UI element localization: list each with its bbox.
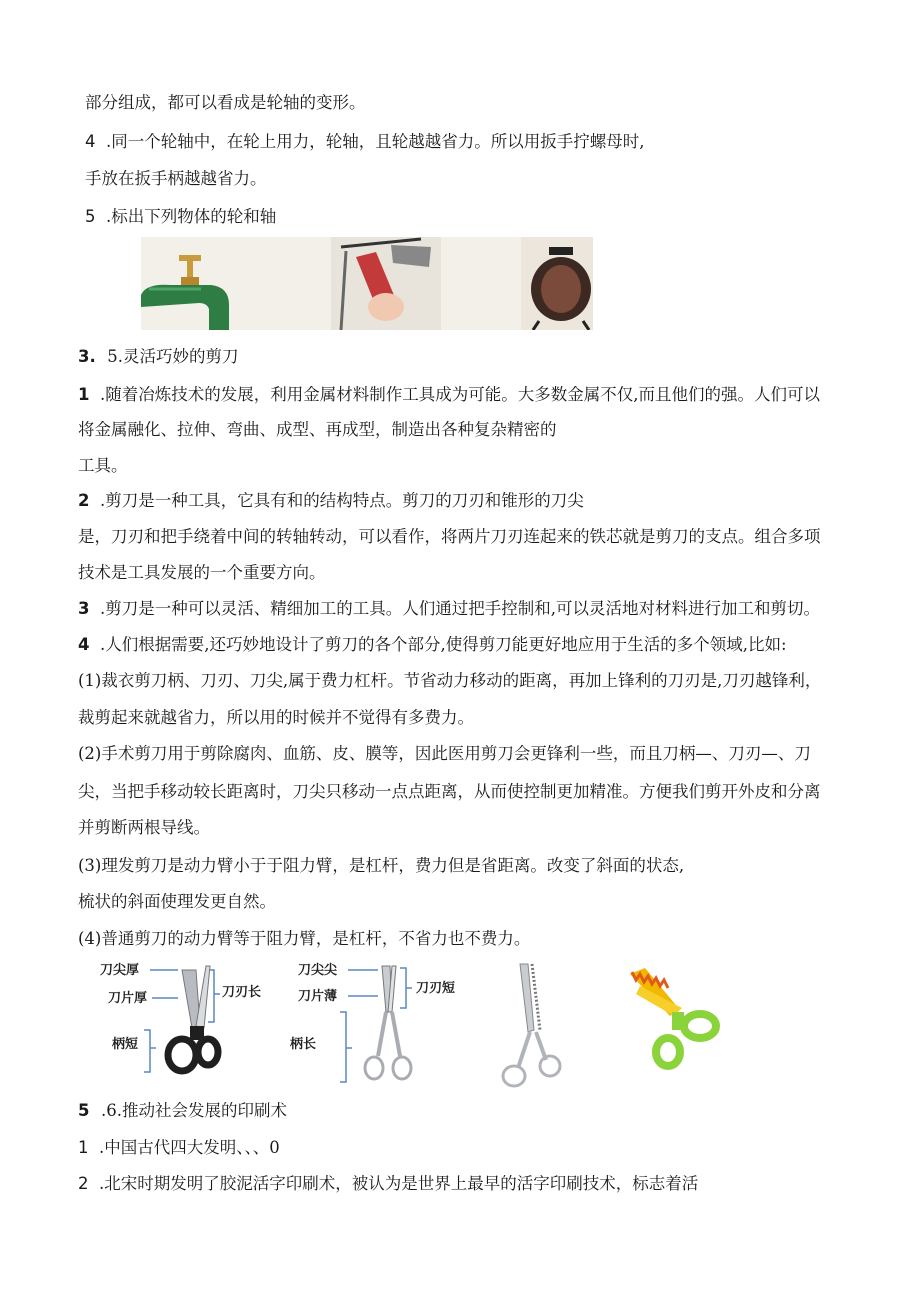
sub-item-4 — [78, 928, 530, 950]
item-text: .剪刀是一种可以灵活、精细加工的工具。人们通过把手控制和,可以灵活地对材料进行加工和剪切。 — [99, 599, 820, 618]
item-text: .标出下列物体的轮和轴 — [106, 207, 277, 226]
scissors-figure-row — [100, 960, 740, 1090]
paragraph-text: (1)裁衣剪刀柄、刀刃、刀尖,属于费力杠杆。节省动力移动的距离，再加上锋利的刀刃是,刀刃越锋利， — [78, 671, 822, 690]
scissors-illustrations — [100, 960, 740, 1090]
text-line — [78, 562, 326, 584]
list-item-4 — [85, 131, 645, 153]
item-number: 1 — [78, 385, 90, 404]
paragraph-text: 梳状的斜面使理发更自然。 — [78, 892, 276, 911]
label-handle-short: 柄短 — [112, 1037, 139, 1052]
label-blade-thin: 刀片薄 — [298, 989, 338, 1004]
heading-number: 5 — [78, 1101, 90, 1120]
item-number: 2 — [78, 491, 90, 510]
wheel-axle-illustration — [141, 237, 593, 330]
label-handle-long: 柄长 — [290, 1037, 317, 1052]
item-text: .北宋时期发明了胶泥活字印刷术，被认为是世界上最早的活字印刷技术，标志着活 — [99, 1174, 699, 1193]
wrench-image — [331, 237, 441, 330]
paragraph-text: (2)手术剪刀用于剪除腐肉、血筋、皮、膜等，因此医用剪刀会更锋利一些，而且刀柄—、刀刃—、刀 — [78, 744, 811, 763]
paragraph-1 — [78, 384, 820, 406]
text-line — [78, 455, 128, 477]
paragraph-text: 尖，当把手移动较长距离时，刀尖只移动一点点距离，从而使控制更加精准。方便我们剪开外皮和分离 — [78, 782, 821, 801]
item-text: .人们根据需要,还巧妙地设计了剪刀的各个部分,使得剪刀能更好地应用于生活的多个领域,比如: — [99, 635, 787, 654]
item-number: 4 — [85, 132, 96, 151]
text-line — [85, 92, 366, 114]
heading-number: 3. — [78, 347, 96, 366]
label-tip-thick: 刀尖厚 — [100, 963, 140, 978]
item-number: 2 — [78, 1174, 89, 1193]
item-text: .同一个轮轴中，在轮上用力，轮轴，且轮越越省力。所以用扳手拧螺母时, — [106, 132, 645, 151]
section-heading-printing — [78, 1100, 287, 1122]
list-item-5 — [85, 206, 276, 228]
text-line — [78, 817, 210, 839]
paragraph-text: 工具。 — [78, 456, 128, 475]
text-line — [85, 168, 267, 190]
paragraph-text: (3)理发剪刀是动力臂小于于阻力臂，是杠杆，费力但是省距离。改变了斜面的状态, — [78, 856, 685, 875]
paragraph-text: (4)普通剪刀的动力臂等于阻力臂，是杠杆，不省力也不费力。 — [78, 929, 531, 948]
surgical-scissors-figure — [289, 962, 455, 1082]
item-number: 5 — [85, 207, 96, 226]
label-blade-long: 刀刃长 — [222, 985, 262, 1000]
section-heading-scissors — [78, 346, 239, 368]
printing-item-1 — [78, 1137, 280, 1159]
craft-scissors-figure — [630, 968, 716, 1066]
label-tip-sharp: 刀尖尖 — [298, 963, 338, 978]
sub-item-2 — [78, 743, 811, 765]
item-text: .中国古代四大发明、、、0 — [99, 1138, 280, 1157]
grinder-image — [521, 237, 593, 330]
paragraph-text: 是，刀刃和把手绕着中间的转轴转动，可以看作，将两片刀刃连起来的铁芯就是剪刀的支点。组合多项 — [78, 527, 821, 546]
paragraph-text: 手放在扳手柄越越省力。 — [85, 169, 267, 188]
text-line — [78, 781, 821, 803]
item-text: .剪刀是一种工具，它具有和的结构特点。剪刀的刀刃和锥形的刀尖 — [99, 491, 584, 510]
heading-text: .6.推动社会发展的印刷术 — [100, 1101, 287, 1120]
paragraph-text: 裁剪起来就越省力，所以用的时候并不觉得有多费力。 — [78, 708, 474, 727]
text-line — [78, 707, 474, 729]
hair-scissors-figure — [503, 964, 560, 1086]
label-blade-thick: 刀片厚 — [108, 991, 148, 1006]
sub-item-1 — [78, 670, 821, 692]
heading-text: 5.灵活巧妙的剪刀 — [107, 347, 239, 366]
sub-item-3 — [78, 855, 684, 877]
text-line — [78, 526, 821, 548]
text-line — [78, 891, 276, 913]
paragraph-text: 部分组成，都可以看成是轮轴的变形。 — [85, 93, 366, 112]
item-number: 1 — [78, 1138, 89, 1157]
wheel-axle-photo-strip — [141, 237, 593, 330]
label-blade-short: 刀刃短 — [416, 981, 456, 996]
paragraph-2 — [78, 490, 584, 512]
paragraph-text: 技术是工具发展的一个重要方向。 — [78, 563, 326, 582]
tailor-scissors-figure — [100, 962, 261, 1072]
paragraph-text: 并剪断两根导线。 — [78, 818, 210, 837]
item-text: .随着冶炼技术的发展，利用金属材料制作工具成为可能。大多数金属不仅,而且他们的强。人们可以 — [99, 385, 820, 404]
item-number: 3 — [78, 599, 90, 618]
text-line — [78, 419, 557, 441]
paragraph-text: 将金属融化、拉伸、弯曲、成型、再成型，制造出各种复杂精密的 — [78, 420, 557, 439]
paragraph-3 — [78, 598, 820, 620]
item-number: 4 — [78, 635, 90, 654]
paragraph-4 — [78, 634, 787, 656]
printing-item-2 — [78, 1173, 698, 1195]
